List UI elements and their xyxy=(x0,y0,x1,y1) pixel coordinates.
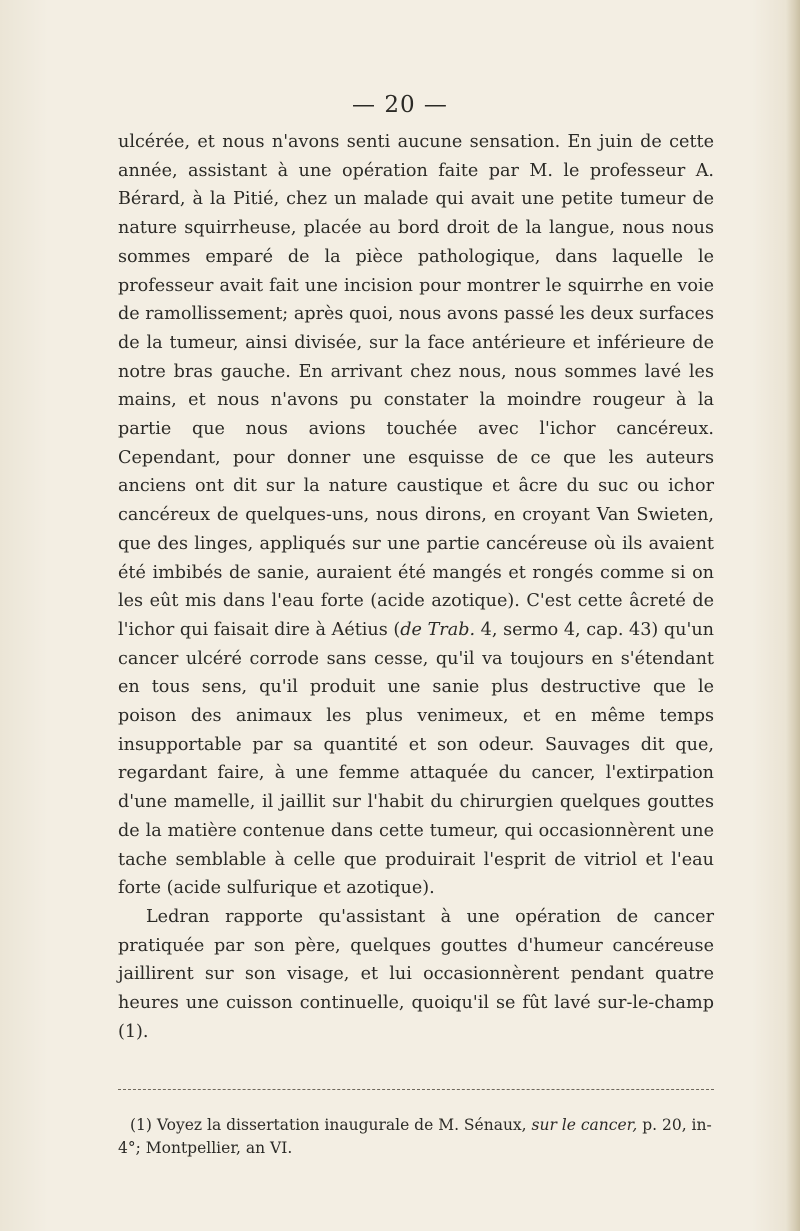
footnote-italic: sur le cancer, xyxy=(531,1116,638,1134)
footnote-end: p. 20, in-4°; Montpellier, an VI. xyxy=(118,1116,712,1157)
paragraph-2: Ledran rapporte qu'assistant à une opération de cancer pratiquée par son père, quelques gouttes d'humeur cancéreuse jaillirent sur son visage, et lui occasionnèrent pendant quatre heures une cuisson continuelle, quoiqu'il se fût lavé sur-le-champ (1). xyxy=(118,906,714,1042)
footnote-separator xyxy=(118,1089,714,1090)
page-edge-shadow xyxy=(786,0,800,1231)
paragraph-1-end: 4, sermo 4, cap. 43) qu'un cancer ulcéré corrode sans cesse, qu'il va toujours en s'étendant en tous sens, qu'il produit une sanie plus destructive que le poison des animaux les plus venimeux, et en même temps insupportable par sa quantité et son odeur. Sauvages dit que, regardant faire, à une femme attaquée du cancer, l'extirpation d'une mamelle, il jaillit sur l'habit du chirurgien quelques gouttes de la matière contenue dans cette tumeur, qui occasionnèrent une tache semblable à celle que produirait l'esprit de vitriol et l'eau forte (acide sulfurique et azotique). xyxy=(118,619,714,899)
paragraph-1-text: ulcérée, et nous n'avons senti aucune sensation. En juin de cette année, assistant à une opération faite par M. le professeur A. Bérard, à la Pitié, chez un malade qui avait une petite tumeur de nature squirrheuse, placée au bord droit de la langue, nous nous sommes emparé de la pièce pathologique, dans laquelle le professeur avait fait une incision pour montrer le squirrhe en voie de ramollissement; après quoi, nous avons passé les deux surfaces de la tumeur, ainsi divisée, sur la face antérieure et inférieure de notre bras gauche. En arrivant chez nous, nous sommes lavé les mains, et nous n'avons pu constater la moindre rougeur à la partie que nous avions touchée avec l'ichor cancéreux. Cependant, pour donner une esquisse de ce que les auteurs anciens ont dit sur la nature caustique et âcre du suc ou ichor cancéreux de quelques-uns, nous dirons, en croyant Van Swieten, que des linges, appliqués sur une partie cancéreuse où ils avaient été imbibés de sanie, auraient été mangés et rongés comme si on les eût mis dans l'eau forte (acide azotique). C'est cette âcreté de l'ichor qui faisait dire à Aétius ( xyxy=(118,132,714,640)
main-text xyxy=(118,128,714,1047)
paragraph-1-italic: de Trab. xyxy=(400,619,476,640)
footnote-text: (1) Voyez la dissertation inaugurale de M. Sénaux, xyxy=(130,1116,532,1134)
footnote xyxy=(118,1114,714,1160)
paragraph-1 xyxy=(118,128,714,903)
footnote-line xyxy=(118,1114,714,1160)
page-number: — 20 — xyxy=(352,92,448,118)
